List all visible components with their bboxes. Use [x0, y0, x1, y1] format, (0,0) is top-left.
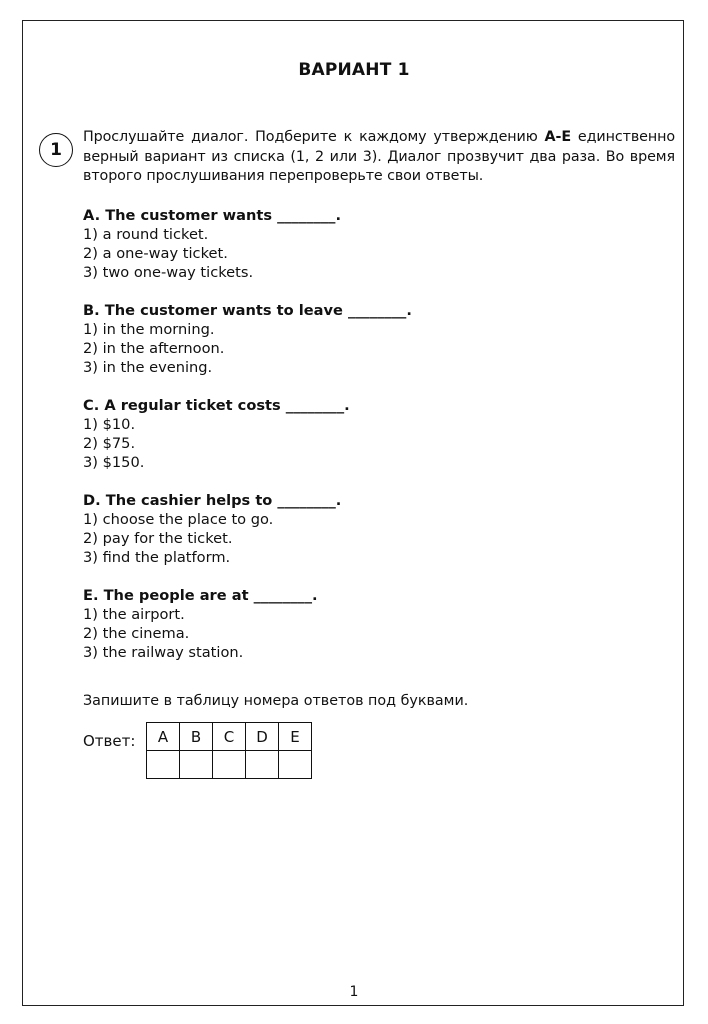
- answer-option: 2) pay for the ticket.: [83, 530, 233, 547]
- question-number-badge: 1: [39, 133, 73, 167]
- answer-option: 3) in the evening.: [83, 359, 213, 376]
- answer-option: 1) in the morning.: [83, 321, 215, 338]
- instruction-part2: единственно верный вариант из списка (1, 2 или 3). Диалог прозвучит два раза. Во время второго прослушивания перепроверьте свои ответы.: [83, 129, 675, 184]
- answer-option: 2) $75.: [83, 435, 136, 452]
- answer-label: Ответ:: [83, 732, 136, 750]
- answer-cell-a[interactable]: [147, 751, 180, 779]
- question-heading: C. A regular ticket costs ________.: [83, 397, 350, 414]
- answer-cell-b[interactable]: [180, 751, 213, 779]
- answer-option: 3) $150.: [83, 454, 145, 471]
- instruction-bold-range: A-E: [544, 129, 572, 145]
- answer-option: 2) the cinema.: [83, 625, 190, 642]
- answer-cell-e[interactable]: [279, 751, 312, 779]
- question-heading: D. The cashier helps to ________.: [83, 492, 342, 509]
- instruction-text: [83, 128, 675, 187]
- answer-table: [146, 722, 312, 779]
- question-block-e: [83, 586, 673, 662]
- answer-option: 2) in the afternoon.: [83, 340, 225, 357]
- answer-option: 1) $10.: [83, 416, 136, 433]
- page-number: 1: [349, 984, 359, 1000]
- answer-table-input-row: [147, 751, 312, 779]
- question-block-b: [83, 301, 673, 377]
- answer-header-d: D: [246, 723, 279, 751]
- answer-option: 3) two one-way tickets.: [83, 264, 254, 281]
- answer-table-header-row: [147, 723, 312, 751]
- question-block-c: [83, 396, 673, 472]
- answer-header-a: A: [147, 723, 180, 751]
- answer-option: 1) a round ticket.: [83, 226, 209, 243]
- answer-option: 3) the railway station.: [83, 644, 244, 661]
- answer-header-e: E: [279, 723, 312, 751]
- question-heading: B. The customer wants to leave ________.: [83, 302, 412, 319]
- answer-header-b: B: [180, 723, 213, 751]
- question-heading: E. The people are at ________.: [83, 587, 318, 604]
- answer-cell-d[interactable]: [246, 751, 279, 779]
- answer-option: 1) choose the place to go.: [83, 511, 274, 528]
- table-instruction: Запишите в таблицу номера ответов под буквами.: [83, 693, 469, 709]
- question-block-d: [83, 491, 673, 567]
- page-title: ВАРИАНТ 1: [298, 60, 410, 80]
- answer-header-c: C: [213, 723, 246, 751]
- question-heading: A. The customer wants ________.: [83, 207, 342, 224]
- answer-option: 1) the airport.: [83, 606, 185, 623]
- answer-option: 3) find the platform.: [83, 549, 231, 566]
- answer-option: 2) a one-way ticket.: [83, 245, 228, 262]
- instruction-part1: Прослушайте диалог. Подберите к каждому утверждению: [83, 129, 545, 145]
- answer-cell-c[interactable]: [213, 751, 246, 779]
- question-block-a: [83, 206, 673, 282]
